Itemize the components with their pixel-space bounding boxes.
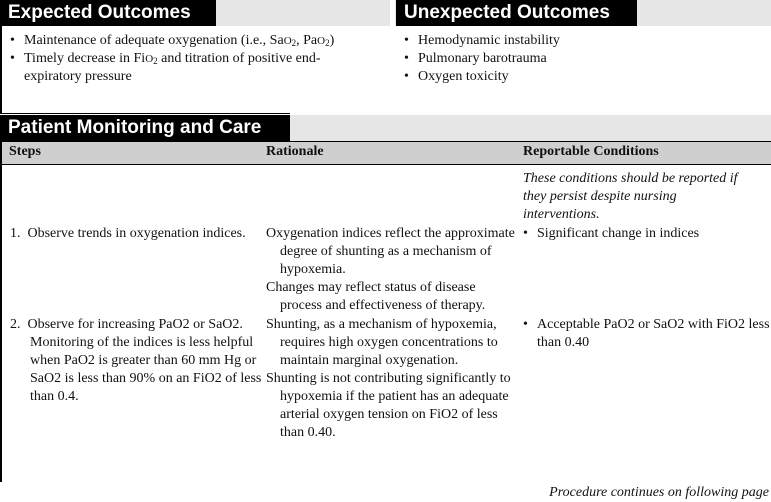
expected-item-1: Maintenance of adequate oxygenation (i.e., SaO$_2$, PaO$_2$) [24, 33, 335, 48]
table-row [0, 225, 771, 315]
table-header [2, 141, 771, 165]
step-2: 2. Observe for increasing PaO2 or SaO2. Monitoring of the indices is less helpful when PaO2 is greater than 60 mm Hg or SaO2 is less than 90% on an FiO2 of less than 0.4. [10, 317, 262, 404]
rationale-2: Shunting, as a mechanism of hypoxemia, requires high oxygen concentrations to maintain marginal oxygenation. Shunting is not contributing significantly to hypoxemia if the patient has an adequate arterial oxygen tension on FiO2 of less than 0.40. [266, 317, 511, 440]
expected-bottom-rule [0, 113, 290, 114]
list-item [2, 50, 387, 86]
unexpected-outcomes-title: Unexpected Outcomes [396, 0, 637, 26]
reportable-1: • Significant change in indices [523, 226, 700, 241]
monitoring-title: Patient Monitoring and Care [0, 115, 290, 141]
list-item: • Pulmonary barotrauma [404, 51, 547, 66]
bullet: • [404, 69, 409, 84]
list-item: • Hemodynamic instability [404, 33, 560, 48]
column-rationale: Rationale [266, 144, 324, 159]
table-row [0, 316, 771, 466]
unexpected-outcomes-list [396, 32, 766, 86]
list-item: • Oxygen toxicity [404, 69, 509, 84]
expected-outcomes-list [2, 32, 387, 86]
expected-outcomes-title: Expected Outcomes [0, 0, 216, 26]
bullet: • [523, 317, 528, 332]
expected-item-2: Timely decrease in FiO$_2$ and titration of positive end-expiratory pressure [24, 51, 321, 84]
step-1: 1. Observe trends in oxygenation indices. [10, 226, 246, 241]
footer-continuation: Procedure continues on following page [549, 485, 769, 500]
bullet: • [523, 226, 528, 241]
column-reportable: Reportable Conditions [523, 144, 659, 159]
bullet: • [10, 51, 15, 66]
bullet: • [404, 33, 409, 48]
rationale-1: Oxygenation indices reflect the approximate degree of shunting as a mechanism of hypoxemia. Changes may reflect status of disease process and effectiveness of therapy. [266, 226, 515, 313]
column-steps: Steps [9, 144, 41, 159]
list-item [2, 32, 387, 50]
bullet: • [404, 51, 409, 66]
reportable-2: • Acceptable PaO2 or SaO2 with FiO2 less than 0.40 [523, 317, 770, 350]
bullet: • [10, 33, 15, 48]
reportable-intro: These conditions should be reported if they persist despite nursing interventions. [523, 171, 738, 222]
